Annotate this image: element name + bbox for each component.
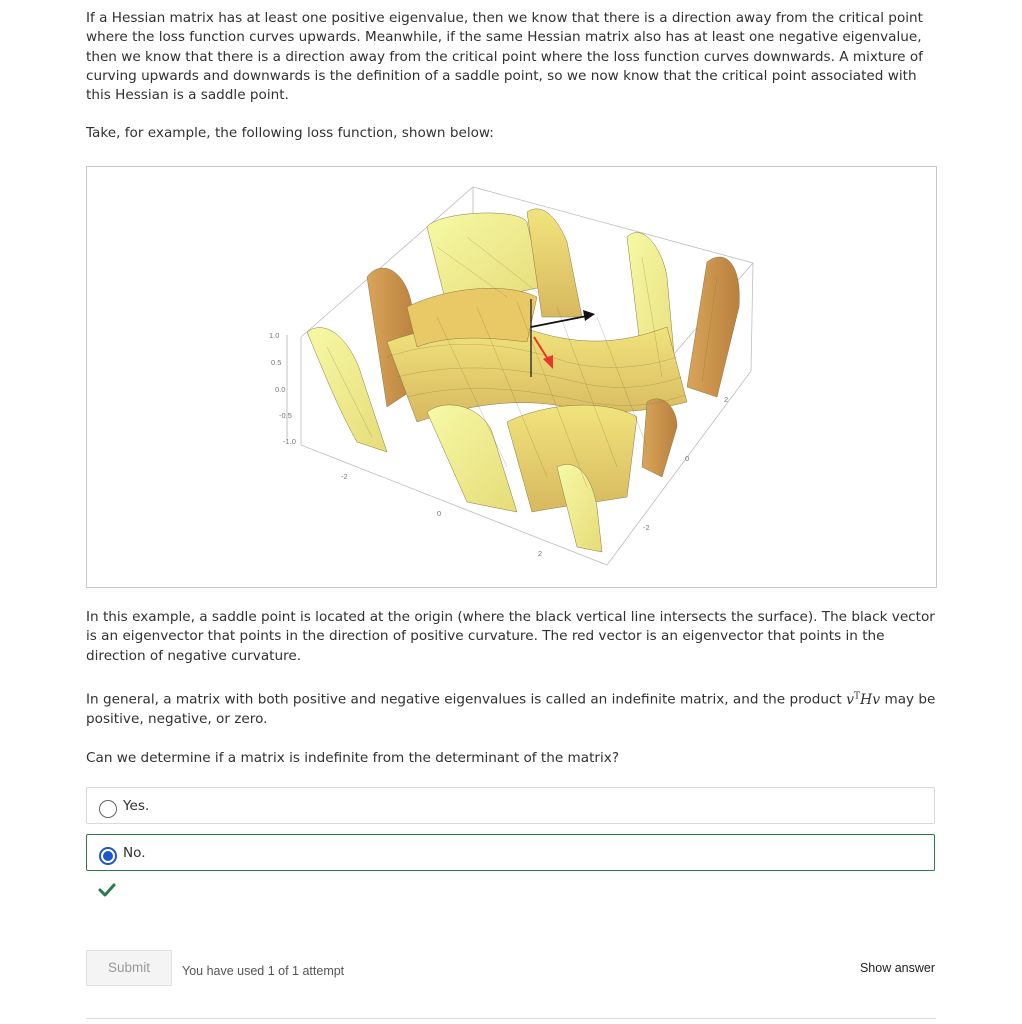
y-tick-label: 2 [724,395,729,404]
paragraph-saddle-explanation: In this example, a saddle point is located at the origin (where the black vertical line intersects the surface). The black vector is an eigenvector that points in the direction of positive curvature. The red vector is an eigenvector that points in the direction of negative curvature. [86,609,935,664]
z-tick-label: 0.0 [275,385,286,394]
x-axis [341,472,542,558]
problem-content [86,9,936,144]
option-no-label: No. [123,845,146,861]
plot-svg [87,167,936,587]
z-tick-label: 1.0 [269,331,280,340]
paragraph-indefinite-matrix: In general, a matrix with both positive and negative eigenvalues is called an indefinite matrix, and the product $v^THv$ may be positive, negative, or zero. [86,690,936,727]
x-tick-label: -2 [341,472,348,481]
x-tick-label: 0 [437,509,442,518]
z-tick-label: 0.5 [271,358,282,367]
submit-button[interactable]: Submit [86,950,172,986]
y-tick-label: -2 [643,523,650,532]
loss-surface [307,209,739,552]
saddle-surface-plot [86,166,937,588]
attempts-text: You have used 1 of 1 attempt [182,964,345,978]
z-tick-label: -0.5 [279,411,292,420]
question-text: Can we determine if a matrix is indefinite from the determinant of the matrix? [86,750,620,767]
explanation-content [86,608,936,768]
show-answer-button[interactable]: Show answer [859,961,935,975]
option-no[interactable] [86,834,935,871]
z-axis [269,331,296,446]
z-tick-label: -1.0 [283,437,296,446]
option-yes[interactable] [86,787,935,824]
y-tick-label: 0 [685,454,690,463]
math-vthv: $v^THv$ [846,690,881,708]
paragraph-hessian-intro: If a Hessian matrix has at least one positive eigenvalue, then we know that there is a direction away from the critical point where the loss function curves upwards. Meanwhile, if the same Hessian matrix also has at least one negative eigenvalue, then we know that there is a direction away from the critical point where the loss function curves downwards. A mixture of curving upwards and downwards is the definition of a saddle point, so we now know that the critical point associated with this Hessian is a saddle point. [86,10,923,104]
checkmark-icon [98,883,116,897]
paragraph-example-intro: Take, for example, the following loss function, shown below: [86,125,494,142]
radio-no[interactable] [99,847,117,865]
option-yes-label: Yes. [123,798,150,814]
x-tick-label: 2 [538,549,543,558]
divider [86,1018,936,1019]
radio-yes[interactable] [99,800,117,818]
